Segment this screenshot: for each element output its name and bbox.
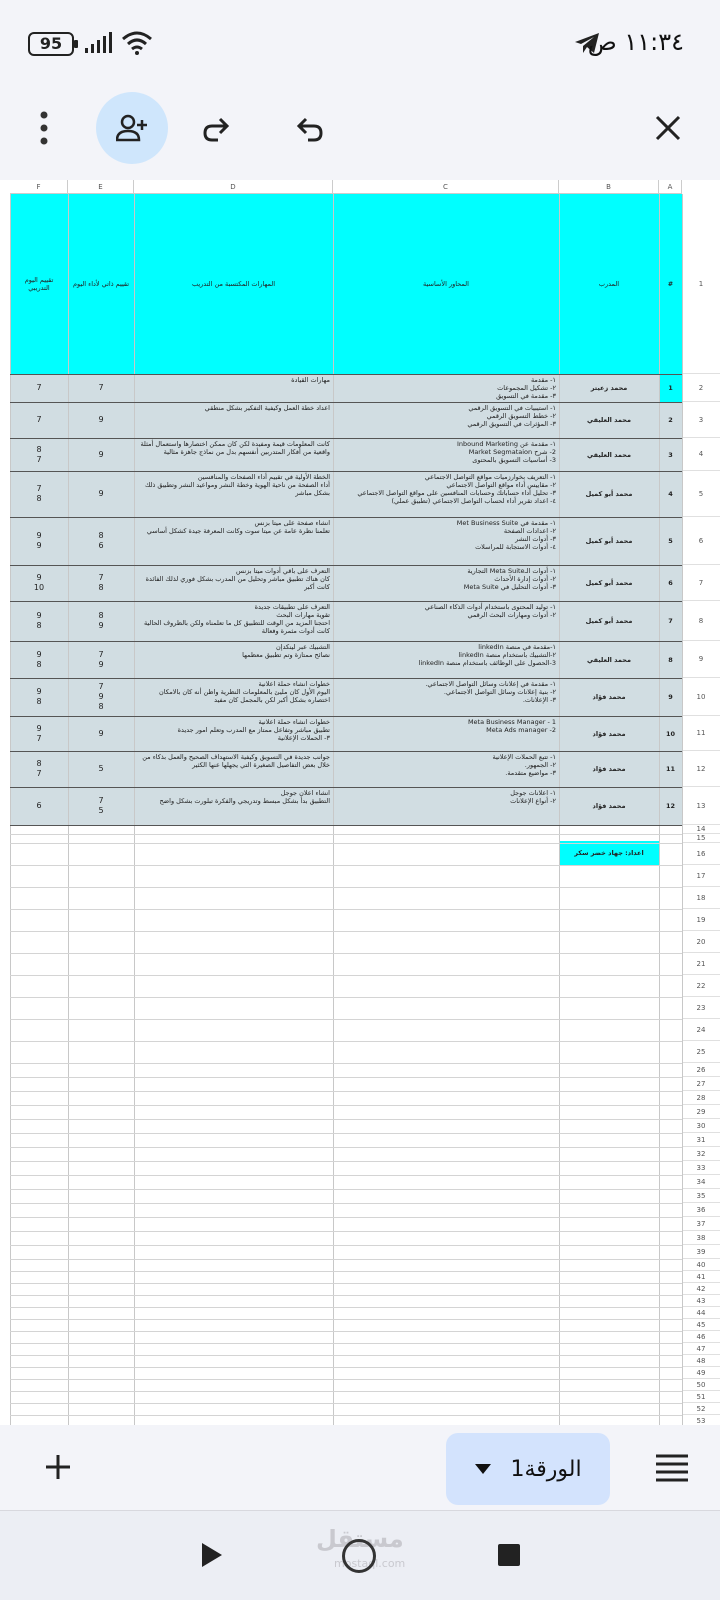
- signal-icon: [84, 32, 114, 54]
- axes-cell[interactable]: ١- مقدمة عن Inbound Marketing 2- شرح Market Segmataion 3- أساسيات التسويق بالمحتوى: [333, 438, 559, 471]
- skills-cell[interactable]: التعرف على باقي أدوات ميتا بزنس كان هناك تطبيق مباشر وتحليل من المدرب بشكل فوري لذلك الفائدة كانت أكبر: [134, 565, 333, 601]
- grid-row-line: [10, 1403, 682, 1404]
- grid-row-line: [10, 1119, 682, 1120]
- sheets-menu-button[interactable]: [654, 1453, 690, 1483]
- skills-cell[interactable]: التشبيك عبر لينكدإن نصائح ممتازة وتم تطبيق معظمها: [134, 641, 333, 678]
- grid-row-line: [10, 997, 682, 998]
- grid-row-line: [10, 1161, 682, 1162]
- system-nav-bar: [0, 1510, 720, 1600]
- day-eval-cell[interactable]: 9 8: [10, 641, 68, 678]
- column-header-f[interactable]: F: [10, 180, 68, 194]
- day-eval-cell[interactable]: 9 10: [10, 565, 68, 601]
- add-sheet-button[interactable]: [36, 1445, 80, 1489]
- row-number[interactable]: 5: [682, 471, 720, 517]
- self-eval-cell[interactable]: 7 9 8: [68, 678, 134, 716]
- grid-row-line: [10, 1259, 682, 1260]
- grid-row-line: [10, 1041, 682, 1042]
- grid-row-line: [10, 931, 682, 932]
- grid-row-line: [10, 1217, 682, 1218]
- recent-apps-icon[interactable]: [498, 1544, 520, 1566]
- num-cell[interactable]: 7: [659, 601, 682, 641]
- skills-cell[interactable]: كانت المعلومات قيمة ومفيدة لكن كان ممكن اختصارها واستعمال أمثلة واقعية من أفكار المتدربين أنفسهم بدل من نماذج جاهزة مثالية: [134, 438, 333, 471]
- row-number[interactable]: 39: [682, 1245, 720, 1259]
- grid-column-line: [559, 194, 560, 1425]
- grid-row-line: [10, 1271, 682, 1272]
- more-vert-icon[interactable]: [8, 92, 80, 164]
- watermark-sub: mostaql.com: [334, 1557, 406, 1570]
- grid-row-line: [10, 1203, 682, 1204]
- day-eval-cell[interactable]: 9 8: [10, 678, 68, 716]
- grid-row-line: [10, 402, 682, 403]
- grid-row-line: [10, 1147, 682, 1148]
- self-eval-cell[interactable]: 8 6: [68, 517, 134, 565]
- row-number[interactable]: 7: [682, 565, 720, 601]
- grid-row-line: [10, 1091, 682, 1092]
- self-eval-cell[interactable]: 7 9: [68, 641, 134, 678]
- row-number[interactable]: 11: [682, 716, 720, 751]
- undo-button[interactable]: [272, 92, 344, 164]
- day-eval-cell[interactable]: 8 7: [10, 438, 68, 471]
- self-eval-cell[interactable]: 9: [68, 438, 134, 471]
- header-day-eval[interactable]: تقييم اليوم التدريبي: [10, 194, 68, 374]
- grid-row-line: [10, 1019, 682, 1020]
- axes-cell[interactable]: ١- توليد المحتوى باستخدام أدوات الذكاء الصناعي ٢- أدوات ومهارات البحث الرقمي: [333, 601, 559, 641]
- row-number[interactable]: 12: [682, 751, 720, 787]
- grid-row-line: [10, 1307, 682, 1308]
- self-eval-cell[interactable]: 7 8: [68, 565, 134, 601]
- day-eval-cell[interactable]: 7: [10, 402, 68, 438]
- day-eval-cell[interactable]: 7 8: [10, 471, 68, 517]
- grid-row-line: [10, 887, 682, 888]
- row-number[interactable]: 28: [682, 1091, 720, 1105]
- row-number[interactable]: 4: [682, 438, 720, 471]
- skills-cell[interactable]: خطوات انشاء حملة اعلانية اليوم الأول كان مليئ بالمعلومات النظرية واظن أنه كان بالامكان اختصاره بشكل أكبر لكن بالمجمل كان مفيد: [134, 678, 333, 716]
- trainer-cell[interactable]: محمد فؤاد: [559, 716, 659, 751]
- column-header-b[interactable]: B: [559, 180, 659, 194]
- row-number[interactable]: 31: [682, 1133, 720, 1147]
- grid-row-line: [10, 1231, 682, 1232]
- num-cell[interactable]: 11: [659, 751, 682, 787]
- row-number[interactable]: 53: [682, 1415, 720, 1425]
- grid-row-line: [10, 1189, 682, 1190]
- grid-row-line: [10, 1283, 682, 1284]
- grid-row-line: [10, 1105, 682, 1106]
- trainer-cell[interactable]: محمد فؤاد: [559, 751, 659, 787]
- self-eval-cell[interactable]: 9: [68, 471, 134, 517]
- grid-row-line: [10, 909, 682, 910]
- grid-row-line: [10, 1331, 682, 1332]
- row-number[interactable]: 19: [682, 909, 720, 931]
- row-number[interactable]: 32: [682, 1147, 720, 1161]
- watermark: مستقل: [316, 1525, 404, 1553]
- day-eval-cell[interactable]: 7: [10, 374, 68, 402]
- num-cell[interactable]: 9: [659, 678, 682, 716]
- day-eval-cell[interactable]: 6: [10, 787, 68, 825]
- grid-row-line: [10, 1379, 682, 1380]
- grid-row-line: [10, 751, 682, 752]
- sheet-tabs-bar: [0, 1425, 720, 1510]
- day-eval-cell[interactable]: 9 8: [10, 601, 68, 641]
- skills-cell[interactable]: خطوات انشاء حملة اعلانية تطبيق مباشر وتفاعل ممتاز مع المدرب وتعلم امور جديدة ٣- الحملات الإعلانية: [134, 716, 333, 751]
- row-number[interactable]: 46: [682, 1331, 720, 1343]
- row-number[interactable]: 49: [682, 1367, 720, 1379]
- header-skills[interactable]: المهارات المكتسبة من التدريب: [134, 194, 333, 374]
- header-self-eval[interactable]: تقييم ذاتي لأداء اليوم: [68, 194, 134, 374]
- row-number[interactable]: 34: [682, 1175, 720, 1189]
- trainer-cell[interactable]: محمد أبو كميل: [559, 471, 659, 517]
- grid-column-line: [659, 194, 660, 1425]
- day-eval-cell[interactable]: 9 9: [10, 517, 68, 565]
- axes-cell[interactable]: ١-مقدمة في منصة linkedIn ٢-التشبيك باستخدام منصة linkedIn 3-الحصول على الوظائف باستخدام منصة linkedIn: [333, 641, 559, 678]
- status-bar: [0, 0, 720, 80]
- axes-cell[interactable]: ١- التعريف بخوارزميات مواقع التواصل الاجتماعي ٢- مقاييس أداء مواقع التواصل الاجتماعي ٣- تحليل أداء حساباتك وحسابات المنافسين على مواقع التواصل الاجتماعي ٤- اعداد تقرير أداء لحساب التواصل الاجتماعي (تطبيق عملي): [333, 471, 559, 517]
- sheet-tab-label: الورقة1: [510, 1456, 582, 1482]
- row-number[interactable]: 24: [682, 1019, 720, 1041]
- trainer-cell[interactable]: محمد زعيتر: [559, 374, 659, 402]
- num-cell[interactable]: 4: [659, 471, 682, 517]
- row-number[interactable]: 23: [682, 997, 720, 1019]
- column-header-d[interactable]: D: [134, 180, 333, 194]
- grid-row-line: [10, 1343, 682, 1344]
- redo-button[interactable]: [182, 92, 254, 164]
- column-header-c[interactable]: C: [333, 180, 559, 194]
- grid-row-line: [10, 1319, 682, 1320]
- grid-row-line: [10, 787, 682, 788]
- grid-row-line: [10, 1391, 682, 1392]
- axes-cell[interactable]: ١- مقدمة في إعلانات وسائل التواصل الاجتماعي. ٢- بنية إعلانات وسائل التواصل الاجتماعي. ٣- الإعلانات.: [333, 678, 559, 716]
- num-cell[interactable]: 5: [659, 517, 682, 565]
- grid-row-line: [10, 825, 682, 826]
- grid-row-line: [10, 678, 682, 679]
- trainer-cell[interactable]: محمد العليقي: [559, 402, 659, 438]
- close-icon: [654, 114, 682, 142]
- row-number[interactable]: 21: [682, 953, 720, 975]
- row-number[interactable]: 9: [682, 641, 720, 678]
- grid-column-line: [682, 194, 683, 1425]
- axes-cell[interactable]: ١- استيبيات في التسويق الرقمي ٢- خطط التسويق الرقمي ٣- المؤثرات في التسويق الرقمي: [333, 402, 559, 438]
- day-eval-cell[interactable]: 8 7: [10, 751, 68, 787]
- row-number[interactable]: 35: [682, 1189, 720, 1203]
- trainer-cell[interactable]: محمد العليقي: [559, 641, 659, 678]
- row-number[interactable]: 27: [682, 1077, 720, 1091]
- undo-icon: [292, 114, 324, 142]
- row-number[interactable]: 44: [682, 1307, 720, 1319]
- row-number[interactable]: 41: [682, 1271, 720, 1283]
- grid-column-line: [333, 194, 334, 1425]
- skills-cell[interactable]: انشاء اعلان جوجل التطبيق بدأ بشكل مبسط وتدريجي والفكرة تبلورت بشكل واضح: [134, 787, 333, 825]
- grid-row-line: [10, 471, 682, 472]
- spreadsheet-grid[interactable]: [0, 180, 720, 1425]
- row-number[interactable]: 29: [682, 1105, 720, 1119]
- grid-row-line: [10, 374, 682, 375]
- top-toolbar: [0, 80, 720, 180]
- sheet-tab[interactable]: [446, 1433, 610, 1505]
- row-number[interactable]: 14: [682, 825, 720, 834]
- grid-row-line: [10, 834, 682, 835]
- trainer-cell[interactable]: محمد فؤاد: [559, 678, 659, 716]
- num-cell[interactable]: 2: [659, 402, 682, 438]
- header-axes[interactable]: المحاور الأساسية: [333, 194, 559, 374]
- skills-cell[interactable]: الخطة الأولية في تقييم أداء الصفحات والمنافسين أداء الصفحة من ناحية الهوية وخطة النشر ومواعيد النشر وتطبيق ذلك بشكل مباشر: [134, 471, 333, 517]
- grid-row-line: [10, 641, 682, 642]
- row-number[interactable]: 3: [682, 402, 720, 438]
- grid-row-line: [10, 1355, 682, 1356]
- row-number[interactable]: 51: [682, 1391, 720, 1403]
- row-number[interactable]: 8: [682, 601, 720, 641]
- credit-cell[interactable]: اعداد: جهاد خضر سكر: [559, 841, 659, 865]
- grid-row-line: [10, 1367, 682, 1368]
- row-number[interactable]: 30: [682, 1119, 720, 1133]
- axes-cell[interactable]: Meta Business Manager - 1 2- Meta Ads manager: [333, 716, 559, 751]
- row-number[interactable]: 16: [682, 843, 720, 865]
- header-trainer[interactable]: المدرب: [559, 194, 659, 374]
- grid-row-line: [10, 865, 682, 866]
- row-number[interactable]: 33: [682, 1161, 720, 1175]
- grid-row-line: [10, 1415, 682, 1416]
- row-number[interactable]: 38: [682, 1231, 720, 1245]
- row-number[interactable]: 52: [682, 1403, 720, 1415]
- self-eval-cell[interactable]: 9: [68, 402, 134, 438]
- num-cell[interactable]: 8: [659, 641, 682, 678]
- row-number[interactable]: 2: [682, 374, 720, 402]
- row-number[interactable]: 37: [682, 1217, 720, 1231]
- grid-row-line: [10, 517, 682, 518]
- grid-row-line: [10, 1077, 682, 1078]
- wifi-icon: [120, 30, 154, 56]
- add-icon: [43, 1452, 73, 1482]
- share-button[interactable]: [96, 92, 168, 164]
- axes-cell[interactable]: ١- تتبع الحملات الإعلانية ٢- الجمهور. ٣- مواضيع متقدمة.: [333, 751, 559, 787]
- skills-cell[interactable]: مهارات القيادة: [134, 374, 333, 402]
- self-eval-cell[interactable]: 9: [68, 716, 134, 751]
- trainer-cell[interactable]: محمد أبو كميل: [559, 565, 659, 601]
- person-add-icon: [116, 114, 148, 142]
- row-number[interactable]: 15: [682, 834, 720, 843]
- home-icon[interactable]: [342, 1539, 376, 1573]
- grid-column-line: [10, 194, 11, 1425]
- row-number[interactable]: 18: [682, 887, 720, 909]
- menu-icon: [654, 1453, 690, 1483]
- trainer-cell[interactable]: محمد العليقي: [559, 438, 659, 471]
- axes-cell[interactable]: ١- اعلانات جوجل ٢- أنواع الإعلانات: [333, 787, 559, 825]
- grid-column-line: [134, 194, 135, 1425]
- grid-row-line: [10, 975, 682, 976]
- row-number[interactable]: 10: [682, 678, 720, 716]
- row-number[interactable]: 47: [682, 1343, 720, 1355]
- column-header-a[interactable]: A: [659, 180, 682, 194]
- grid-row-line: [10, 1175, 682, 1176]
- self-eval-cell[interactable]: 5: [68, 751, 134, 787]
- grid-row-line: [10, 1133, 682, 1134]
- row-number[interactable]: 50: [682, 1379, 720, 1391]
- column-header-e[interactable]: E: [68, 180, 134, 194]
- header-num[interactable]: #: [659, 194, 682, 374]
- num-cell[interactable]: 1: [659, 374, 682, 402]
- grid-row-line: [10, 1295, 682, 1296]
- grid-row-line: [10, 438, 682, 439]
- num-cell[interactable]: 12: [659, 787, 682, 825]
- dropdown-arrow-icon: [474, 1463, 492, 1475]
- row-number[interactable]: 25: [682, 1041, 720, 1063]
- skills-cell[interactable]: جوانب جديدة في التسويق وكيفية الاستهداف الصحيح والعمل بذكاء من خلال بعض التفاصيل الصغيرة التي يجهلها عنها الكثير: [134, 751, 333, 787]
- clock: ١١:٣٤ ص: [587, 28, 684, 56]
- grid-row-line: [10, 1063, 682, 1064]
- row-number[interactable]: 42: [682, 1283, 720, 1295]
- row-number[interactable]: 45: [682, 1319, 720, 1331]
- num-cell[interactable]: 6: [659, 565, 682, 601]
- row-number[interactable]: 17: [682, 865, 720, 887]
- grid-row-line: [10, 565, 682, 566]
- num-cell[interactable]: 10: [659, 716, 682, 751]
- close-button[interactable]: [632, 92, 704, 164]
- self-eval-cell[interactable]: 7: [68, 374, 134, 402]
- redo-icon: [202, 114, 234, 142]
- row-number[interactable]: 13: [682, 787, 720, 825]
- trainer-cell[interactable]: محمد أبو كميل: [559, 517, 659, 565]
- num-cell[interactable]: 3: [659, 438, 682, 471]
- row-number[interactable]: 43: [682, 1295, 720, 1307]
- grid-row-line: [10, 843, 682, 844]
- self-eval-cell[interactable]: 8 9: [68, 601, 134, 641]
- row-number[interactable]: 20: [682, 931, 720, 953]
- trainer-cell[interactable]: محمد أبو كميل: [559, 601, 659, 641]
- grid-row-line: [10, 716, 682, 717]
- play-back-icon[interactable]: [200, 1541, 224, 1569]
- skills-cell[interactable]: اعداد خطة العمل وكيفية التفكير بشكل منطقي: [134, 402, 333, 438]
- self-eval-cell[interactable]: 7 5: [68, 787, 134, 825]
- row-number[interactable]: 48: [682, 1355, 720, 1367]
- grid-row-line: [10, 601, 682, 602]
- row-number[interactable]: 26: [682, 1063, 720, 1077]
- grid-column-line: [68, 194, 69, 1425]
- row-number[interactable]: 6: [682, 517, 720, 565]
- grid-row-line: [10, 1245, 682, 1246]
- row-number[interactable]: 22: [682, 975, 720, 997]
- axes-cell[interactable]: ١- مقدمة في Met Business Suite ٢- اعدادات الصفحة ٣- أدوات النشر ٤- أدوات الاستجابة للمراسلات: [333, 517, 559, 565]
- axes-cell[interactable]: ١- أدوات الـMeta Suite التجارية ٢- أدوات إدارة الأحداث ٣- أدوات التحليل في Meta Suite: [333, 565, 559, 601]
- row-number[interactable]: 40: [682, 1259, 720, 1271]
- battery-indicator: 95: [28, 32, 74, 56]
- skills-cell[interactable]: التعرف على تطبيقات جديدة تقوية مهارات البحث احتجنا المزيد من الوقت للتطبيق كل ما تعلمناه ولكن بالظروف الحالية كانت أدوات مثمرة وفعالة: [134, 601, 333, 641]
- axes-cell[interactable]: ١- مقدمة ٢- تشكيل المجموعات ٣- مقدمة في التسويق: [333, 374, 559, 402]
- grid-row-line: [10, 953, 682, 954]
- row-number[interactable]: 1: [682, 194, 720, 374]
- row-number[interactable]: 36: [682, 1203, 720, 1217]
- skills-cell[interactable]: انشاء صفحة على ميتا بزنس تعلمنا نظرة عامة عن ميتا سوت وكانت المعرفة جيدة كشكل أساسي: [134, 517, 333, 565]
- trainer-cell[interactable]: محمد فؤاد: [559, 787, 659, 825]
- day-eval-cell[interactable]: 9 7: [10, 716, 68, 751]
